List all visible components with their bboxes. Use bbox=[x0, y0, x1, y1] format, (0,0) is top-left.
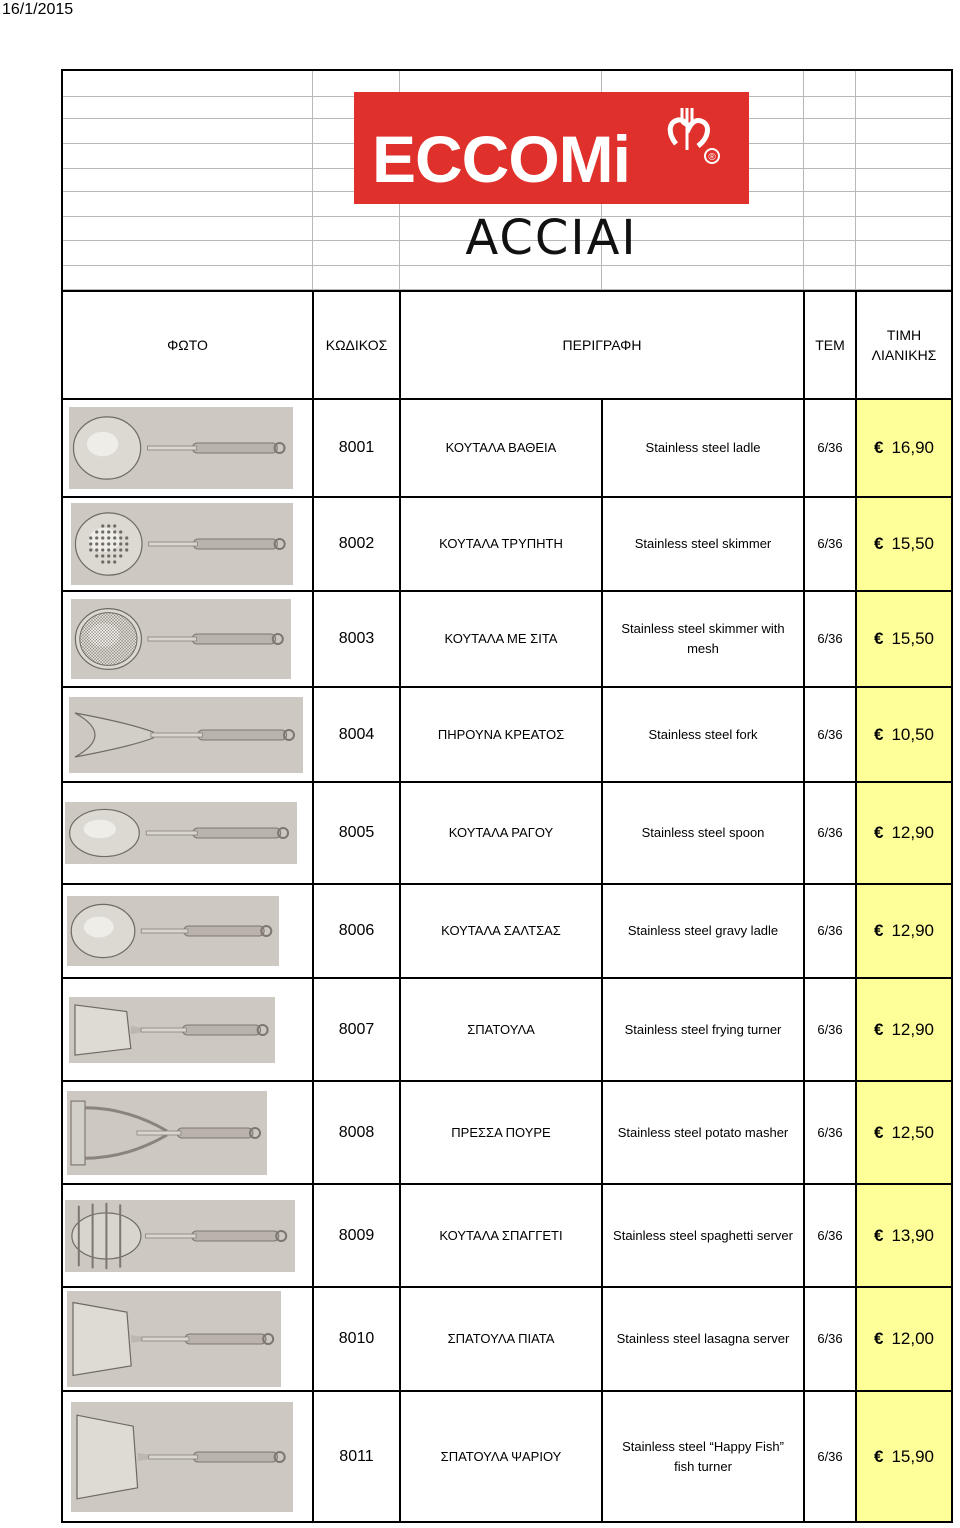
product-name-en: Stainless steel potato masher bbox=[617, 1124, 789, 1140]
product-code: 8001 bbox=[338, 439, 375, 456]
product-qty: 6/36 bbox=[817, 631, 843, 646]
product-name-en: Stainless steel spaghetti server bbox=[613, 1227, 793, 1243]
table-row bbox=[63, 1392, 951, 1523]
product-price-cell bbox=[857, 400, 951, 496]
header-code: ΚΩΔΙΚΟΣ bbox=[325, 337, 388, 353]
print-date: 16/1/2015 bbox=[2, 1, 74, 18]
ladle-photo bbox=[69, 407, 293, 489]
euro-symbol: € bbox=[873, 1019, 884, 1039]
table-row bbox=[63, 979, 951, 1082]
product-name-en: Stainless steel skimmer with mesh bbox=[621, 621, 785, 656]
product-qty: 6/36 bbox=[817, 536, 843, 551]
header-unit: ΤΕΜ bbox=[815, 337, 845, 353]
product-name-gr: ΣΠΑΤΟΥΛΑ ΠΙΑΤΑ bbox=[447, 1331, 555, 1346]
product-price: 12,00 bbox=[891, 1329, 934, 1348]
product-price: 13,90 bbox=[891, 1225, 934, 1245]
product-name-gr: ΣΠΑΤΟΥΛΑ ΨΑΡΙΟΥ bbox=[440, 1448, 562, 1464]
product-qty: 6/36 bbox=[817, 1227, 843, 1243]
product-code: 8006 bbox=[338, 922, 375, 939]
product-qty: 6/36 bbox=[817, 440, 843, 455]
product-code: 8009 bbox=[338, 1226, 375, 1244]
euro-symbol: € bbox=[873, 534, 884, 553]
product-price-cell bbox=[857, 1288, 951, 1390]
product-price: 15,90 bbox=[891, 1446, 934, 1466]
logo-red-band bbox=[354, 92, 749, 204]
euro-symbol: € bbox=[873, 1329, 884, 1348]
product-name-en: Stainless steel “Happy Fish” fish turner bbox=[622, 1438, 784, 1474]
product-qty: 6/36 bbox=[817, 726, 843, 742]
table-row bbox=[63, 1288, 951, 1392]
header-photo: ΦΩΤΟ bbox=[167, 337, 208, 353]
product-name-gr: ΚΟΥΤΑΛΑ ΣΠΑΓΓΕΤΙ bbox=[439, 1227, 563, 1243]
mesh-skimmer-photo bbox=[71, 599, 291, 679]
product-code: 8005 bbox=[338, 824, 375, 841]
table-header bbox=[63, 290, 951, 400]
product-price-cell bbox=[857, 592, 951, 686]
skimmer-photo bbox=[71, 503, 293, 585]
product-price: 12,50 bbox=[891, 1122, 934, 1142]
euro-symbol: € bbox=[873, 438, 884, 457]
product-price: 15,50 bbox=[891, 534, 934, 553]
table-row bbox=[63, 498, 951, 592]
product-price: 12,90 bbox=[891, 921, 934, 940]
product-price: 10,50 bbox=[891, 724, 934, 744]
product-name-en: Stainless steel gravy ladle bbox=[627, 923, 779, 938]
fish-turner-photo bbox=[71, 1402, 293, 1512]
euro-symbol: € bbox=[873, 823, 884, 842]
table-row bbox=[63, 1082, 951, 1185]
euro-symbol: € bbox=[873, 921, 884, 940]
product-name-en: Stainless steel ladle bbox=[645, 440, 761, 455]
product-name-en: Stainless steel frying turner bbox=[624, 1021, 782, 1037]
eccomi-logo bbox=[354, 92, 749, 267]
product-qty: 6/36 bbox=[817, 1448, 843, 1464]
product-price-cell bbox=[857, 783, 951, 883]
product-price-cell bbox=[857, 1185, 951, 1286]
product-qty: 6/36 bbox=[817, 1331, 843, 1346]
product-name-gr: ΣΠΑΤΟΥΛΑ bbox=[467, 1021, 535, 1037]
euro-symbol: € bbox=[873, 724, 884, 744]
product-name-gr: ΚΟΥΤΑΛΑ ΒΑΘΕΙΑ bbox=[445, 440, 557, 455]
product-price-cell bbox=[857, 498, 951, 590]
product-price-cell bbox=[857, 688, 951, 781]
product-price: 16,90 bbox=[891, 438, 934, 457]
euro-symbol: € bbox=[873, 1122, 884, 1142]
frying-turner-photo bbox=[69, 997, 275, 1063]
euro-symbol: € bbox=[873, 629, 884, 648]
table-row bbox=[63, 400, 951, 498]
logo-sub-text: ACCIAI bbox=[465, 210, 638, 266]
product-qty: 6/36 bbox=[817, 825, 843, 840]
price-list-sheet bbox=[61, 69, 953, 1523]
registered-mark: ® bbox=[708, 152, 716, 163]
product-name-en: Stainless steel skimmer bbox=[634, 536, 772, 551]
product-code: 8002 bbox=[338, 535, 375, 552]
product-name-gr: ΠΡΕΣΣΑ ΠΟΥΡΕ bbox=[451, 1124, 551, 1140]
spoon-photo bbox=[65, 802, 297, 864]
product-price-cell bbox=[857, 885, 951, 977]
product-name-gr: ΠΗΡΟΥΝΑ ΚΡΕΑΤΟΣ bbox=[437, 726, 565, 742]
spaghetti-server-photo bbox=[65, 1200, 295, 1272]
gravy-ladle-photo bbox=[67, 896, 279, 966]
product-name-gr: ΚΟΥΤΑΛΑ ΤΡΥΠΗΤΗ bbox=[439, 536, 563, 551]
euro-symbol: € bbox=[873, 1225, 884, 1245]
table-row bbox=[63, 783, 951, 885]
product-name-gr: ΚΟΥΤΑΛΑ ΣΑΛΤΣΑΣ bbox=[441, 923, 561, 938]
product-price: 15,50 bbox=[891, 629, 934, 648]
product-qty: 6/36 bbox=[817, 1021, 843, 1037]
product-price: 12,90 bbox=[891, 1019, 934, 1039]
product-qty: 6/36 bbox=[817, 923, 843, 938]
table-row bbox=[63, 1185, 951, 1288]
product-price-cell bbox=[857, 979, 951, 1080]
product-price-cell bbox=[857, 1082, 951, 1183]
fork-photo bbox=[69, 697, 303, 773]
euro-symbol: € bbox=[873, 1446, 884, 1466]
product-name-gr: ΚΟΥΤΑΛΑ ΜΕ ΣΙΤΑ bbox=[444, 631, 558, 646]
product-name-en: Stainless steel fork bbox=[648, 726, 758, 742]
product-price-cell bbox=[857, 1392, 951, 1521]
product-name-gr: ΚΟΥΤΑΛΑ ΡΑΓΟΥ bbox=[448, 825, 554, 840]
header-price: ΤΙΜΗ ΛΙΑΝΙΚΗΣ bbox=[871, 327, 937, 363]
table-row bbox=[63, 688, 951, 783]
table-row bbox=[63, 592, 951, 688]
potato-masher-photo bbox=[67, 1091, 267, 1175]
product-name-en: Stainless steel spoon bbox=[641, 825, 765, 840]
logo-brand-text: ECCOMi bbox=[372, 122, 630, 196]
table-row bbox=[63, 885, 951, 979]
product-qty: 6/36 bbox=[817, 1124, 843, 1140]
product-code: 8011 bbox=[339, 1447, 374, 1465]
product-code: 8003 bbox=[338, 630, 375, 647]
product-code: 8010 bbox=[338, 1330, 375, 1347]
product-code: 8008 bbox=[338, 1123, 375, 1141]
fork-heart-icon bbox=[654, 100, 724, 170]
product-code: 8007 bbox=[338, 1020, 375, 1038]
product-name-en: Stainless steel lasagna server bbox=[616, 1331, 790, 1346]
product-price: 12,90 bbox=[891, 823, 934, 842]
product-code: 8004 bbox=[338, 725, 375, 743]
header-description: ΠΕΡΙΓΡΑΦΗ bbox=[562, 337, 642, 353]
lasagna-server-photo bbox=[67, 1291, 281, 1387]
